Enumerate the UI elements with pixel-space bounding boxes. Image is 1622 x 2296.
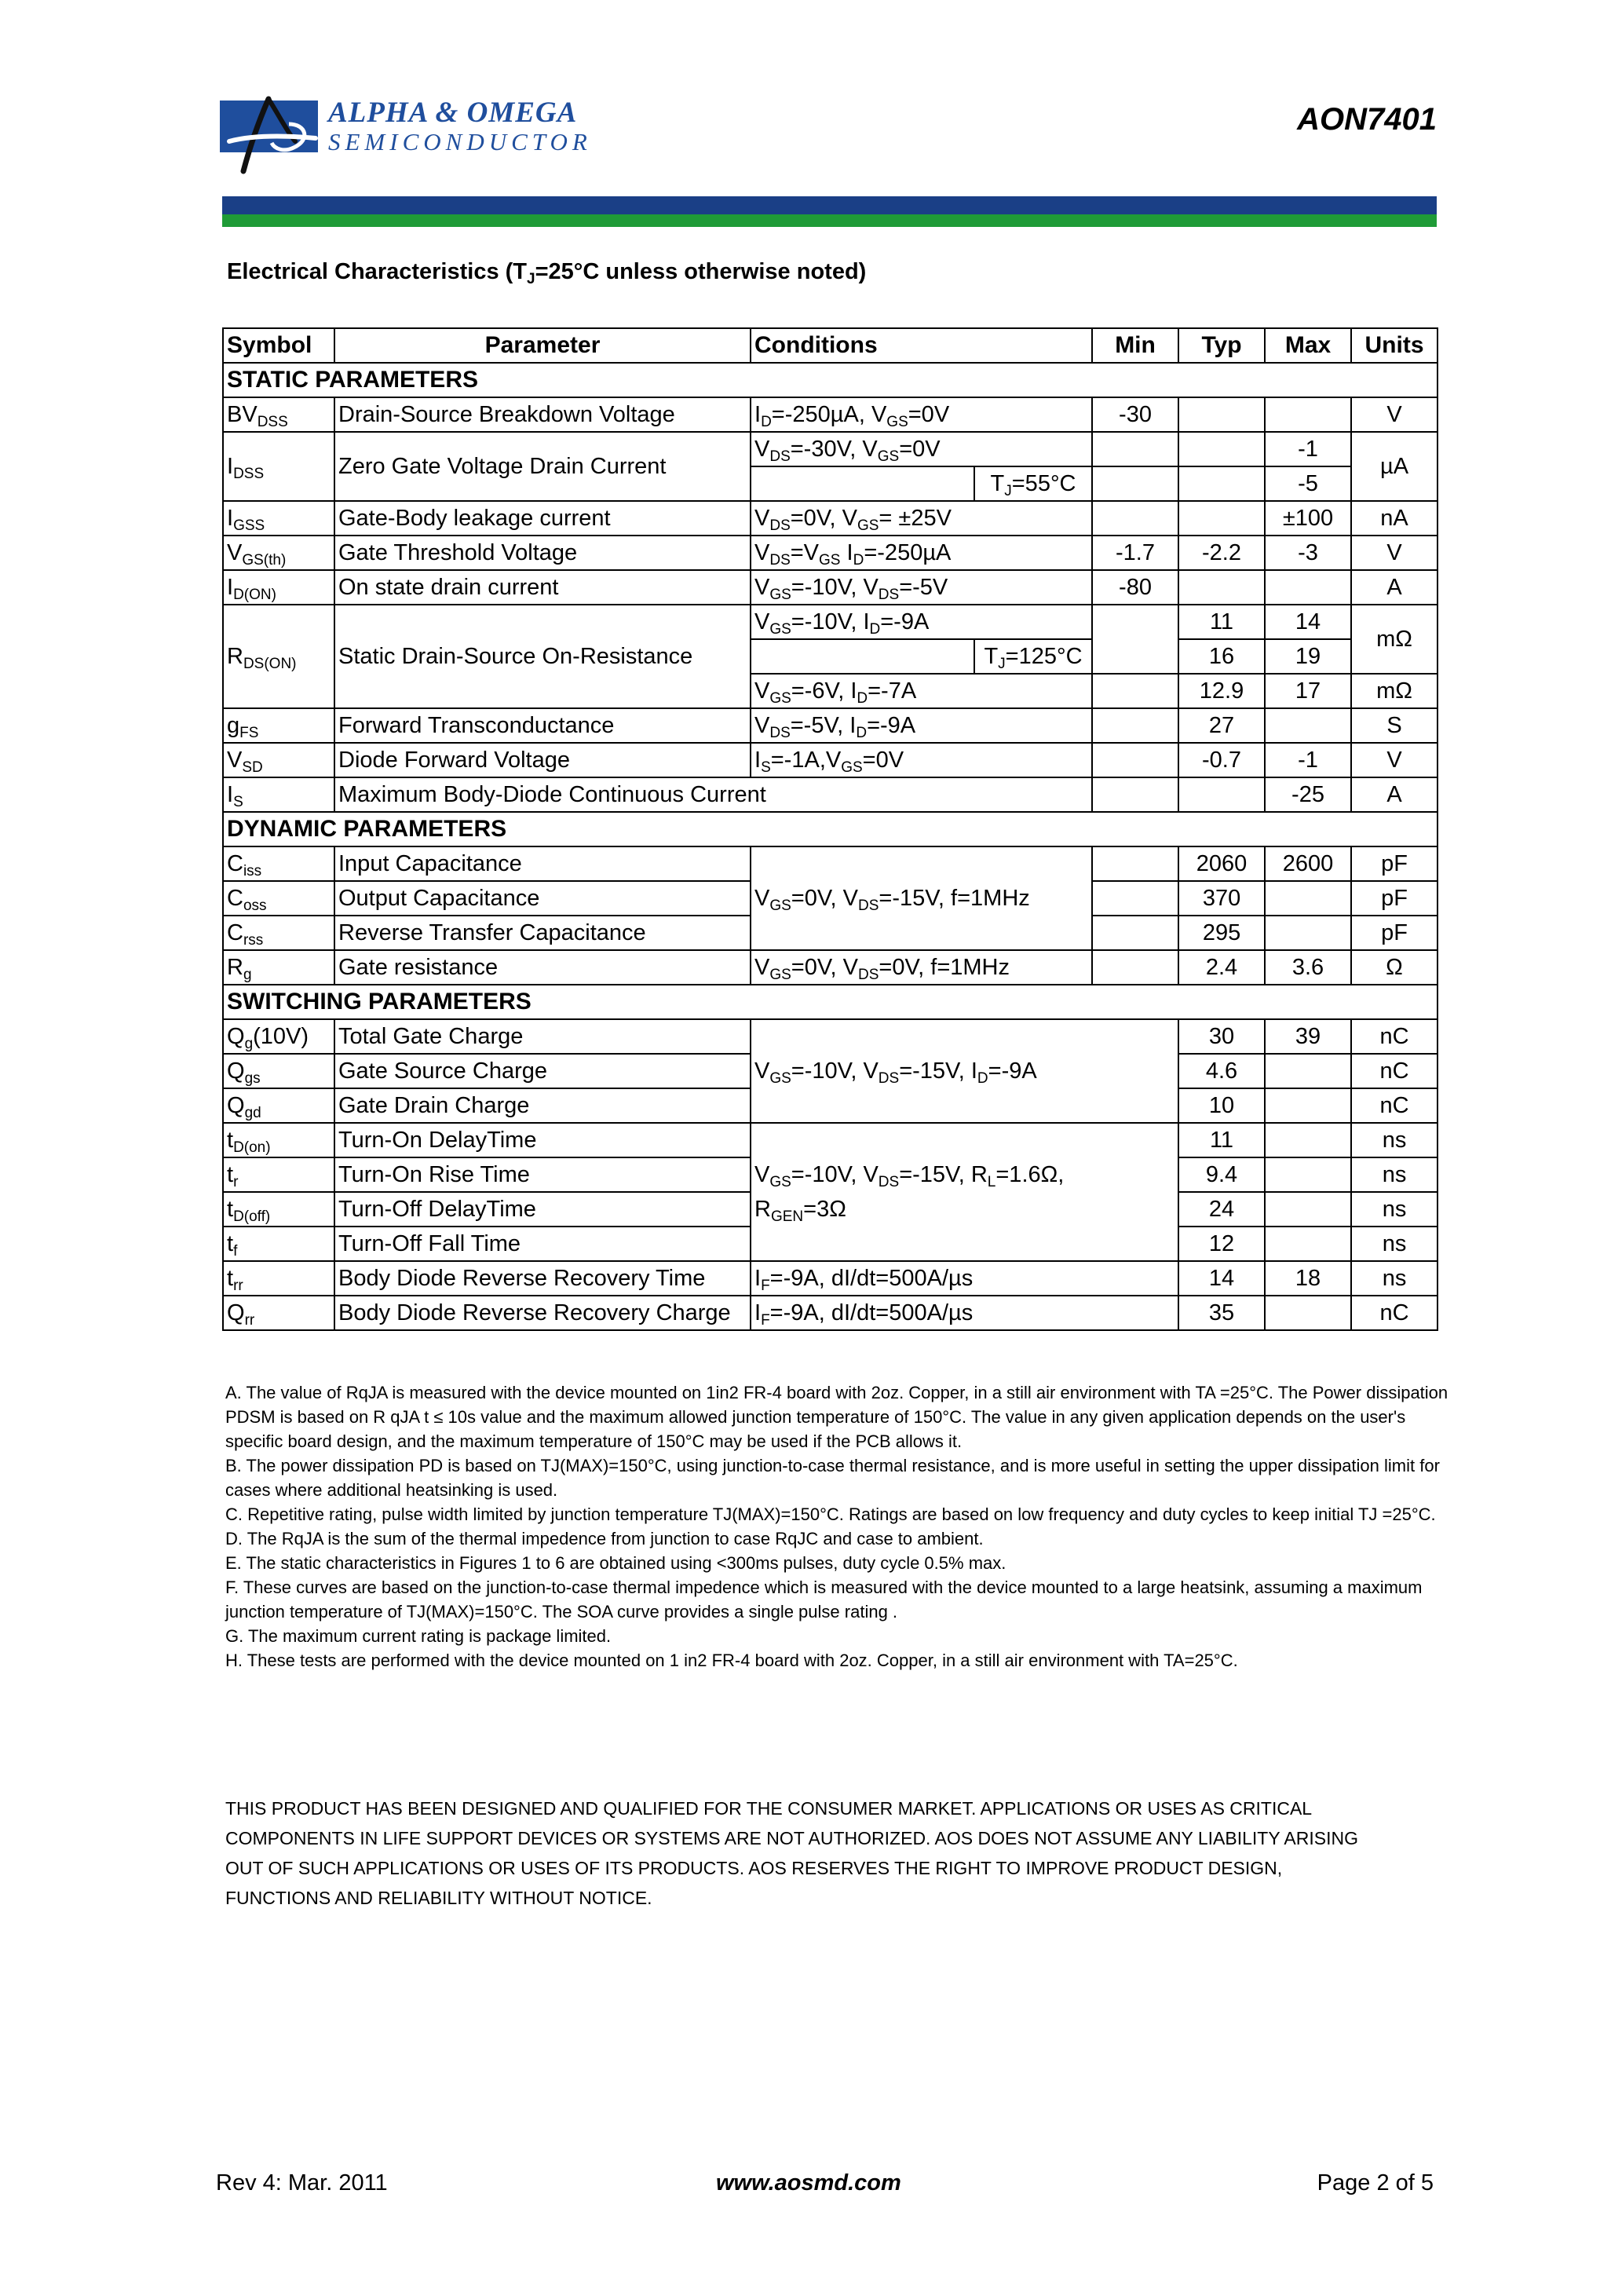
typ-cell [1178, 570, 1265, 605]
min-cell [1092, 708, 1178, 743]
typ-cell: 35 [1178, 1296, 1265, 1330]
brand-subtitle: SEMICONDUCTOR [328, 128, 592, 155]
table-row [223, 1019, 1438, 1054]
typ-cell [1178, 777, 1265, 812]
min-cell [1092, 916, 1178, 950]
typ-cell: 2060 [1178, 846, 1265, 881]
parameter-cell: Gate Threshold Voltage [334, 536, 751, 570]
unit-cell: nC [1351, 1054, 1438, 1088]
max-cell: 2600 [1265, 846, 1351, 881]
symbol-cell: $I_S$ [223, 777, 334, 812]
unit-cell: nC [1351, 1019, 1438, 1054]
parameter-cell: Gate Source Charge [334, 1054, 751, 1088]
min-cell [1092, 950, 1178, 985]
symbol-cell: $V_{GS(th)}$ [223, 536, 334, 570]
max-cell: -5 [1265, 466, 1351, 501]
header-max: Max [1265, 328, 1351, 363]
parameter-cell: Turn-On Rise Time [334, 1157, 751, 1192]
footnote-g: G. The maximum current rating is package limited. [225, 1626, 612, 1646]
header-parameter: Parameter [334, 328, 751, 363]
symbol-cell: $R_{DS(ON)}$ [223, 605, 334, 708]
symbol-cell: $V_{SD}$ [223, 743, 334, 777]
symbol-cell: $R_g$ [223, 950, 334, 985]
unit-cell: nC [1351, 1296, 1438, 1330]
unit-cell: Ω [1351, 950, 1438, 985]
symbol-cell: $g_{FS}$ [223, 708, 334, 743]
unit-cell: V [1351, 536, 1438, 570]
symbol-cell: $I_{GSS}$ [223, 501, 334, 536]
conditions-cell: $I_D=-250\mu A$, $V_{GS}=0V$ [751, 397, 1092, 432]
unit-cell: A [1351, 570, 1438, 605]
min-cell: -80 [1092, 570, 1178, 605]
max-cell: 14 [1265, 605, 1351, 639]
typ-cell: -0.7 [1178, 743, 1265, 777]
min-cell [1092, 881, 1178, 916]
conditions-cell: $V_{GS}=-10V$, $V_{DS}=-15V$, $R_L=1.6\Omega$, $R_{GEN}=3\Omega$ [751, 1123, 1178, 1261]
symbol-cell: $C_{oss}$ [223, 881, 334, 916]
table-row [223, 397, 1438, 432]
symbol-cell: $t_r$ [223, 1157, 334, 1192]
min-cell [1092, 743, 1178, 777]
unit-cell: V [1351, 397, 1438, 432]
unit-cell: nC [1351, 1088, 1438, 1123]
conditions-cell: $V_{DS}=-5V$, $I_D=-9A$ [751, 708, 1092, 743]
typ-cell: 10 [1178, 1088, 1265, 1123]
table-row [223, 605, 1438, 639]
symbol-cell: $t_f$ [223, 1227, 334, 1261]
section-label: SWITCHING PARAMETERS [223, 985, 1438, 1019]
disclaimer-line: OUT OF SUCH APPLICATIONS OR USES OF ITS PRODUCTS. AOS RESERVES THE RIGHT TO IMPROVE PRODUCT DESIGN, [225, 1858, 1283, 1878]
symbol-cell: $I_{DSS}$ [223, 432, 334, 501]
max-cell: -1 [1265, 432, 1351, 466]
electrical-characteristics-table [222, 327, 1438, 1331]
parameter-cell: Body Diode Reverse Recovery Time [334, 1261, 751, 1296]
disclaimer-line: FUNCTIONS AND RELIABILITY WITHOUT NOTICE. [225, 1888, 652, 1908]
table-row [223, 777, 1438, 812]
min-cell: -30 [1092, 397, 1178, 432]
footnote-f: F. These curves are based on the junction-to-case thermal impedence which is measured with the device mounted to a large heatsink, assuming a maximum junction temperature of TJ(MAX)=150°C. The SOA curve provides a single pulse rating . [225, 1578, 1423, 1621]
header-min: Min [1092, 328, 1178, 363]
unit-cell: A [1351, 777, 1438, 812]
unit-cell: µA [1351, 432, 1438, 501]
section-row-switching [223, 985, 1438, 1019]
table-header-row [223, 328, 1438, 363]
typ-cell: 16 [1178, 639, 1265, 674]
header-bar-blue [222, 196, 1437, 214]
unit-cell: nA [1351, 501, 1438, 536]
max-cell: 18 [1265, 1261, 1351, 1296]
unit-cell: ns [1351, 1157, 1438, 1192]
max-cell [1265, 1088, 1351, 1123]
table-row [223, 743, 1438, 777]
symbol-cell: $t_{D(on)}$ [223, 1123, 334, 1157]
unit-cell: pF [1351, 846, 1438, 881]
max-cell: -1 [1265, 743, 1351, 777]
footnote-c: C. Repetitive rating, pulse width limited by junction temperature TJ(MAX)=150°C. Ratings are based on low frequency and duty cycles to keep initial TJ =25°C. [225, 1504, 1436, 1524]
max-cell [1265, 881, 1351, 916]
typ-cell: 295 [1178, 916, 1265, 950]
min-cell [1092, 432, 1178, 466]
min-cell [1092, 777, 1178, 812]
max-cell [1265, 1054, 1351, 1088]
max-cell [1265, 708, 1351, 743]
table-row [223, 536, 1438, 570]
conditions-cell: $V_{GS}=0V$, $V_{DS}=-15V$, f=1MHz [751, 846, 1092, 950]
typ-cell: 24 [1178, 1192, 1265, 1227]
parameter-cell: Total Gate Charge [334, 1019, 751, 1054]
conditions-cell-blank [751, 466, 974, 501]
unit-cell: V [1351, 743, 1438, 777]
header-conditions: Conditions [751, 328, 1092, 363]
table-row [223, 1261, 1438, 1296]
conditions-cell: $I_S=-1A,V_{GS}=0V$ [751, 743, 1092, 777]
typ-cell [1178, 466, 1265, 501]
symbol-cell: $Q_{rr}$ [223, 1296, 334, 1330]
brand-name: ALPHA & OMEGA [328, 97, 578, 129]
min-cell: -1.7 [1092, 536, 1178, 570]
conditions-cell: $V_{GS}=-10V$, $I_D=-9A$ [751, 605, 1092, 639]
symbol-cell: $I_{D(ON)}$ [223, 570, 334, 605]
unit-cell: pF [1351, 881, 1438, 916]
min-cell [1092, 846, 1178, 881]
max-cell [1265, 570, 1351, 605]
parameter-cell: Turn-Off DelayTime [334, 1192, 751, 1227]
website-link[interactable]: www.aosmd.com [716, 2170, 901, 2195]
max-cell: ±100 [1265, 501, 1351, 536]
max-cell [1265, 1227, 1351, 1261]
max-cell [1265, 1296, 1351, 1330]
max-cell: -3 [1265, 536, 1351, 570]
unit-cell: mΩ [1351, 674, 1438, 708]
conditions-cell: $I_F=-9A$, dI/dt=500A/µs [751, 1296, 1178, 1330]
table-row [223, 1123, 1438, 1157]
conditions-cell: $V_{GS}=-6V$, $I_D=-7A$ [751, 674, 1092, 708]
disclaimer-line: THIS PRODUCT HAS BEEN DESIGNED AND QUALIFIED FOR THE CONSUMER MARKET. APPLICATIONS OR USES AS CRITICAL [225, 1798, 1313, 1819]
unit-cell: ns [1351, 1227, 1438, 1261]
max-cell: 39 [1265, 1019, 1351, 1054]
parameter-cell: Gate Drain Charge [334, 1088, 751, 1123]
section-row-static [223, 363, 1438, 397]
symbol-cell: $BV_{DSS}$ [223, 397, 334, 432]
max-cell [1265, 397, 1351, 432]
conditions-cell: $V_{GS}=-10V$, $V_{DS}=-15V$, $I_D=-9A$ [751, 1019, 1178, 1123]
typ-cell: 27 [1178, 708, 1265, 743]
header-bar-green [222, 214, 1437, 227]
parameter-cell: Diode Forward Voltage [334, 743, 751, 777]
typ-cell: 2.4 [1178, 950, 1265, 985]
typ-cell: 370 [1178, 881, 1265, 916]
unit-cell: mΩ [1351, 605, 1438, 674]
footnotes [225, 1380, 1450, 1673]
table-row [223, 950, 1438, 985]
table-row [223, 1296, 1438, 1330]
min-cell [1092, 605, 1178, 674]
table-row [223, 432, 1438, 466]
unit-cell: ns [1351, 1261, 1438, 1296]
parameter-cell: Static Drain-Source On-Resistance [334, 605, 751, 708]
footnote-d: D. The RqJA is the sum of the thermal impedence from junction to case RqJC and case to ambient. [225, 1529, 984, 1548]
typ-cell [1178, 397, 1265, 432]
symbol-cell: $Q_{gd}$ [223, 1088, 334, 1123]
min-cell [1092, 501, 1178, 536]
parameter-cell: Body Diode Reverse Recovery Charge [334, 1296, 751, 1330]
unit-cell: S [1351, 708, 1438, 743]
section-title: Electrical Characteristics ($T_J=25^\circ C$ unless otherwise noted) [227, 259, 867, 287]
symbol-cell: $Q_g(10V)$ [223, 1019, 334, 1054]
conditions-cell: $V_{DS}=-30V$, $V_{GS}=0V$ [751, 432, 1092, 466]
typ-cell: 14 [1178, 1261, 1265, 1296]
header-units: Units [1351, 328, 1438, 363]
parameter-cell: Output Capacitance [334, 881, 751, 916]
conditions-cell: $V_{GS}=-10V$, $V_{DS}=-5V$ [751, 570, 1092, 605]
section-row-dynamic [223, 812, 1438, 846]
unit-cell: pF [1351, 916, 1438, 950]
conditions-cell: $V_{GS}=0V$, $V_{DS}=0V$, f=1MHz [751, 950, 1092, 985]
parameter-cell: On state drain current [334, 570, 751, 605]
max-cell: 19 [1265, 639, 1351, 674]
footnote-h: H. These tests are performed with the device mounted on 1 in2 FR-4 board with 2oz. Copper, in a still air environment with TA=25°C. [225, 1651, 1238, 1670]
section-label: STATIC PARAMETERS [223, 363, 1438, 397]
header-typ: Typ [1178, 328, 1265, 363]
temperature-condition: $T_J=125^\circ C$ [974, 639, 1092, 674]
unit-cell: ns [1351, 1123, 1438, 1157]
max-cell [1265, 916, 1351, 950]
footnote-b: B. The power dissipation PD is based on TJ(MAX)=150°C, using junction-to-case thermal resistance, and is more useful in setting the upper dissipation limit for cases where additional heatsinking is used. [225, 1456, 1440, 1500]
table-row [223, 570, 1438, 605]
max-cell: 3.6 [1265, 950, 1351, 985]
revision-label: Rev 4: Mar. 2011 [216, 2170, 388, 2195]
temperature-condition: $T_J=55^\circ C$ [974, 466, 1092, 501]
part-number: AON7401 [1297, 102, 1437, 137]
parameter-cell: Input Capacitance [334, 846, 751, 881]
typ-cell: 4.6 [1178, 1054, 1265, 1088]
max-cell [1265, 1192, 1351, 1227]
min-cell [1092, 674, 1178, 708]
table-row [223, 708, 1438, 743]
symbol-cell: $Q_{gs}$ [223, 1054, 334, 1088]
typ-cell [1178, 501, 1265, 536]
symbol-cell: $C_{rss}$ [223, 916, 334, 950]
parameter-cell: Turn-On DelayTime [334, 1123, 751, 1157]
max-cell [1265, 1157, 1351, 1192]
parameter-cell: Turn-Off Fall Time [334, 1227, 751, 1261]
min-cell [1092, 466, 1178, 501]
table-row [223, 846, 1438, 881]
parameter-cell: Maximum Body-Diode Continuous Current [334, 777, 1092, 812]
typ-cell: -2.2 [1178, 536, 1265, 570]
unit-cell: ns [1351, 1192, 1438, 1227]
typ-cell: 30 [1178, 1019, 1265, 1054]
parameter-cell: Gate-Body leakage current [334, 501, 751, 536]
parameter-cell: Drain-Source Breakdown Voltage [334, 397, 751, 432]
typ-cell: 11 [1178, 1123, 1265, 1157]
conditions-cell-blank [751, 639, 974, 674]
parameter-cell: Gate resistance [334, 950, 751, 985]
parameter-cell: Zero Gate Voltage Drain Current [334, 432, 751, 501]
symbol-cell: $C_{iss}$ [223, 846, 334, 881]
typ-cell [1178, 432, 1265, 466]
conditions-cell: $V_{DS}=V_{GS}$ $I_D=-250\mu A$ [751, 536, 1092, 570]
typ-cell: 11 [1178, 605, 1265, 639]
parameter-cell: Forward Transconductance [334, 708, 751, 743]
max-cell: 17 [1265, 674, 1351, 708]
max-cell: -25 [1265, 777, 1351, 812]
parameter-cell: Reverse Transfer Capacitance [334, 916, 751, 950]
company-logo-icon [212, 93, 322, 179]
symbol-cell: $t_{D(off)}$ [223, 1192, 334, 1227]
conditions-cell: $I_F=-9A$, dI/dt=500A/µs [751, 1261, 1178, 1296]
page-number: Page 2 of 5 [1317, 2170, 1434, 2195]
conditions-cell: $V_{DS}=0V$, $V_{GS}= \pm 25V$ [751, 501, 1092, 536]
disclaimer [225, 1793, 1450, 1913]
disclaimer-line: COMPONENTS IN LIFE SUPPORT DEVICES OR SYSTEMS ARE NOT AUTHORIZED. AOS DOES NOT ASSUME ANY LIABILITY ARISING [225, 1828, 1358, 1848]
typ-cell: 12.9 [1178, 674, 1265, 708]
footnote-e: E. The static characteristics in Figures 1 to 6 are obtained using <300ms pulses, duty cycle 0.5% max. [225, 1553, 1006, 1573]
typ-cell: 12 [1178, 1227, 1265, 1261]
header-symbol: Symbol [223, 328, 334, 363]
footnote-a: A. The value of RqJA is measured with the device mounted on 1in2 FR-4 board with 2oz. Copper, in a still air environment with TA =25°C. The Power dissipation PDSM is based on R qJA t ≤ 10s value and the maximum allowed junction temperature of 150°C. The value in any given application depends on the user's specific board design, and the maximum temperature of 150°C may be used if the PCB allows it. [225, 1383, 1448, 1451]
symbol-cell: $t_{rr}$ [223, 1261, 334, 1296]
max-cell [1265, 1123, 1351, 1157]
typ-cell: 9.4 [1178, 1157, 1265, 1192]
section-label: DYNAMIC PARAMETERS [223, 812, 1438, 846]
table-row [223, 501, 1438, 536]
